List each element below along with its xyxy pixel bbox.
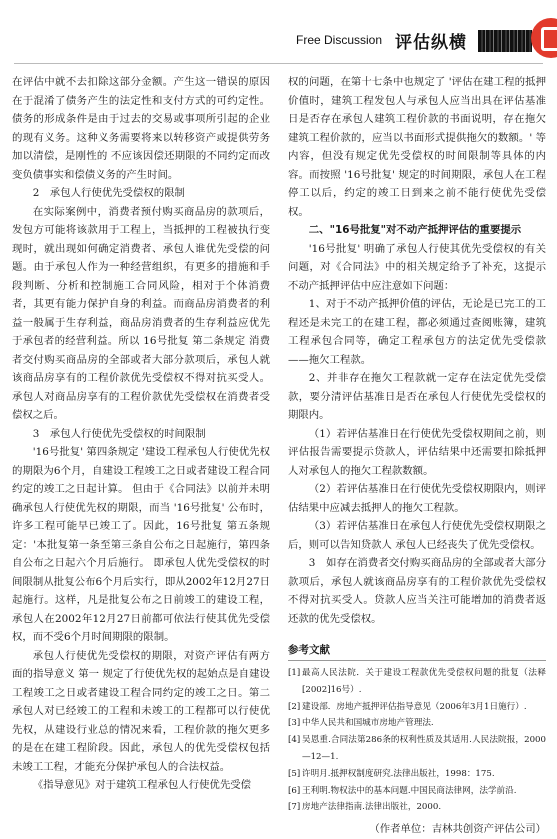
section-title: 评估纵横 (395, 33, 467, 53)
reference-number: [1] (288, 668, 301, 678)
paragraph: '16号批复' 明确了承包人行使其优先受偿权的有关问题，对《合同法》中的相关规定给予了补充，这提示不动产抵押评估中应注意如下问题： (288, 242, 546, 292)
subheading: 2 承包人行使优先受偿权的限制 (32, 187, 185, 199)
reference-item (288, 766, 546, 783)
section-heading: 二、"16号批复"对不动产抵押评估的重要提示 (308, 224, 522, 236)
paragraph: （2）若评估基准日在行使优先受偿权期限内，则评估结果中应减去抵押人的拖欠工程款。 (288, 483, 546, 514)
reference-number: [3] (288, 718, 301, 729)
reference-number: [6] (288, 785, 301, 796)
reference-number: [4] (288, 735, 301, 746)
reference-item (288, 799, 546, 816)
paragraph: 1、对于不动产抵押价值的评估，无论是已完工的工程还是未完工的在建工程，都必须通过查阅账簿，建筑工程承包合同等，确定工程承包方的法定优先受偿款——拖欠工程款。 (288, 298, 546, 366)
reference-item (288, 665, 546, 699)
right-column (288, 73, 546, 839)
references-rule (288, 660, 546, 661)
paragraph: （1）若评估基准日在行使优先受偿权期间之前，则评估报告需要提示贷款人，评估结果中还需要扣除抵押人对承包人的拖欠工程款数额。 (288, 427, 546, 477)
reference-text: 房地产法律指南.法律出版社，2000. (302, 802, 442, 813)
reference-text: 建设部．房地产抵押评估指导意见（2006年3月1日施行）. (302, 701, 527, 712)
paragraph: 在实际案例中，消费者预付购买商品房的款项后，发包方可能将该款用于工程上，当抵押的工程被执行变现时，就出现如何确定消费者、承包人谁优先受偿的问题。由于承包人作为一种经营组织，有更多的措施和手段判断、分析和控制施工合同风险，相对于个体消费者，其更有能力保护自身的利益。而商品房消费者的利益一般属于生存利益，商品房消费者的生存利益应优先于承包者的经营利益。所以 16号批复 第二条规定 消费者交付购买商品房的全部或者大部分款项后，承包人就该商品房享有的工程价款优先受偿权不得对抗买受人。 承包人对商品房享有的工程价款优先受偿权在消费者受偿权之后。 (12, 205, 270, 421)
paragraph: 2、并非存在拖欠工程款就一定存在法定优先受偿款，要分清评估基准日是否在承包人行使优先受偿权的期限内。 (288, 372, 546, 421)
paragraph: '16号批复' 第四条规定 '建设工程承包人行使优先权的期限为6个月，自建设工程竣工之日或者建设工程合同约定的竣工之日起计算。 但由于《合同法》以前并未明确承包人行使优先权的期限，而当 '16号批复' 公布时，许多工程可能早已竣工了。因此，16号批复 第五条规定：'本批复第一条至第三条自公布之日起施行，第四条自公布之日起六个月后施行。 即承包人优先受偿权的时间限制从批复公布6个月后实行，即从2002年12月27日起施行。这样，凡是批复公布之日前竣工的建设工程，承包人在2002年12月27日前都可依法行使其优先受偿权，而不受6个月时间期限的限制。 (12, 446, 270, 643)
reference-number: [2] (288, 701, 301, 712)
paragraph: 《指导意见》对于建筑工程承包人行使优先受偿 (32, 779, 251, 791)
paragraph: 权的问题，在第十七条中也规定了 '评估在建工程的抵押价值时，建筑工程发包人与承包人应当出具在评估基准日是否存在承包人建筑工程价款的书面说明，存在拖欠建筑工程价款的，应当以书面形式提供拖欠的数额。' 等内容，但没有规定优先受偿权的时间限制等具体的内容。而按照 '16号批复' 规定的时间期限，承包人在工程停工以后，约定的竣工日到来之前不能行使优先受偿权。 (288, 76, 546, 218)
reference-list (288, 665, 546, 816)
paragraph: （3）若评估基准日在承包人行使优先受偿权期限之后，则可以告知贷款人 承包人已经丧失了优先受偿权。 (288, 520, 546, 551)
references (288, 642, 546, 839)
paragraph: 3 如存在消费者交付购买商品房的全部或者大部分款项后，承包人就该商品房享有的工程价款优先受偿权不得对抗买受人。贷款人应当关注可能增加的消费者返还款的优先受偿权。 (288, 557, 546, 625)
reference-text: 王利明.物权法中的基本问题.中国民商法律网，法学前沿. (302, 785, 517, 796)
reference-text: 许明月.抵押权制度研究.法律出版社，1998：175. (302, 768, 495, 779)
reference-text: 中华人民共和国城市房地产管理法. (302, 718, 434, 729)
left-column (12, 73, 270, 795)
header-rule (14, 63, 543, 64)
reference-number: [7] (288, 802, 301, 813)
page-header (0, 0, 557, 62)
author-affiliation: （作者单位：吉林共创资产评估公司） (369, 823, 546, 836)
reference-text: 最高人民法院．关于建设工程款优先受偿权问题的批复（法释[2002]16号）. (302, 668, 546, 695)
reference-number: [5] (288, 768, 301, 779)
reference-item (288, 715, 546, 732)
column-kicker: Free Discussion (296, 33, 383, 47)
subheading: 3 承包人行使优先受偿权的时间限制 (32, 427, 206, 440)
references-title: 参考文献 (288, 644, 330, 656)
reference-text: 吴恩重.合同法第286条的权利性质及其适用.人民法院报，2000—12—1. (302, 735, 546, 762)
reference-item (288, 783, 546, 800)
reference-item (288, 732, 546, 766)
paragraph: 在评估中就不去扣除这部分金额。产生这一错误的原因在于混淆了债务产生的法定性和支付方式的可约定性。债务的形成条件是由于过去的交易或事项所引起的企业的现有义务。这种义务需要将来以转移资产或提供劳务加以清偿，是刚性的 不应该因偿还期限的不同约定而改变负债事实和偿债义务的产生时间。 (12, 76, 270, 181)
paragraph: 承包人行使优先受偿权的期限，对资产评估有两方面的指导意义 第一 规定了行使优先权的起始点是自建设工程竣工之日或者建设工程合同约定的竣工之日。第二 承包人对已经竣工的工程和未竣工的工程都可以行使优先权，从建设行业总的情况来看，工程价款的拖欠更多的是在在建工程阶段。因此，承包人的优先受偿权包括未竣工工程，才能充分保护承包人的合法权益。 (12, 649, 270, 773)
reference-item (288, 699, 546, 716)
header-texture-bar (478, 30, 532, 52)
magazine-logo-icon (531, 18, 557, 58)
